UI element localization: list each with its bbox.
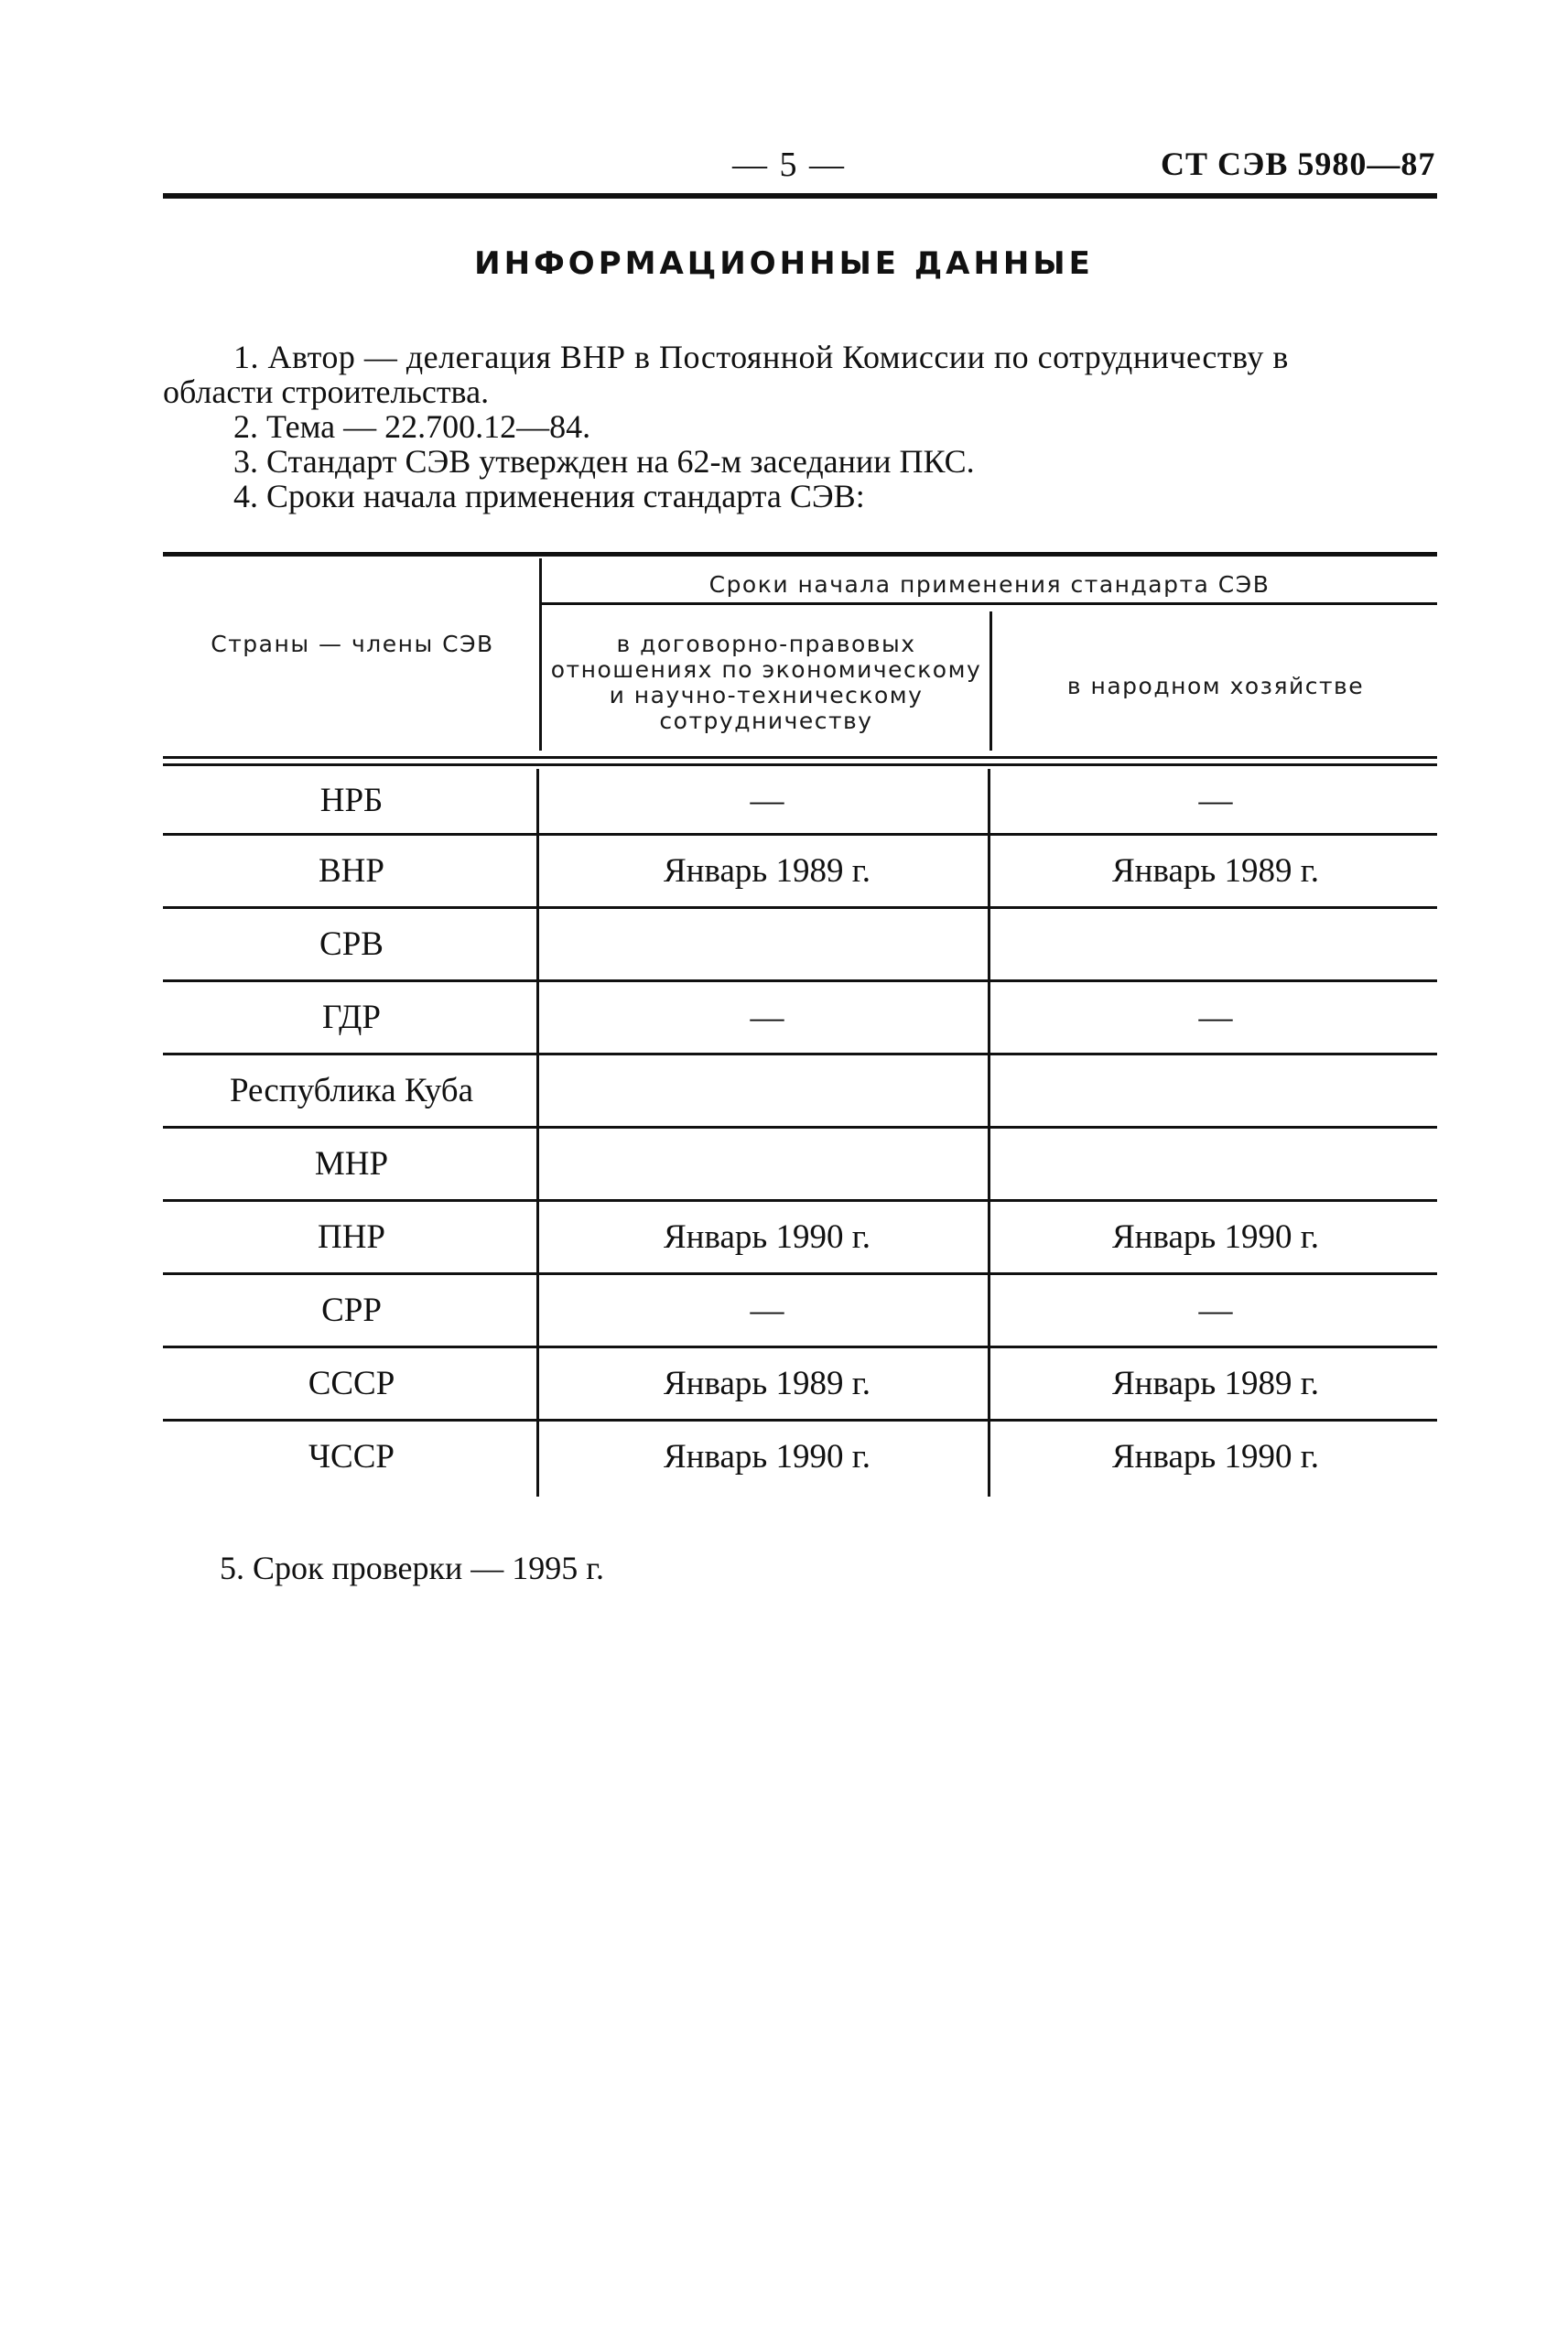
cell-country: ПНР <box>317 1218 386 1256</box>
cell-contract: Январь 1989 г. <box>663 852 871 890</box>
document-code: СТ СЭВ 5980—87 <box>1161 146 1436 182</box>
cell-contract: Январь 1990 г. <box>663 1438 871 1476</box>
header-group: Сроки начала применения стандарта СЭВ <box>708 571 1271 598</box>
cell-country: СРР <box>321 1292 382 1329</box>
header-divider-columns <box>989 611 992 751</box>
cell-country: ВНР <box>319 852 384 890</box>
cell-contract: — <box>750 1292 784 1329</box>
cell-economy: Январь 1990 г. <box>1111 1438 1319 1476</box>
cell-contract: Январь 1990 г. <box>663 1218 871 1256</box>
header-bottom-rule-1 <box>163 756 1437 759</box>
cell-contract: — <box>750 999 784 1036</box>
cell-contract: Январь 1989 г. <box>663 1365 871 1402</box>
cell-economy: Январь 1990 г. <box>1111 1218 1319 1256</box>
item-2: 2. Тема — 22.700.12—84. <box>233 408 591 445</box>
cell-contract: — <box>750 782 784 819</box>
cell-country: ГДР <box>322 999 381 1036</box>
cell-economy: Январь 1989 г. <box>1111 1365 1319 1402</box>
cell-economy: — <box>1198 782 1233 819</box>
cell-contract <box>544 908 990 981</box>
item-3: 3. Стандарт СЭВ утвержден на 62-м заседании ПКС. <box>233 443 975 480</box>
cell-contract <box>544 1128 990 1201</box>
group-header-rule <box>542 602 1437 605</box>
header-country: Страны — члены СЭВ <box>211 631 494 657</box>
cell-economy <box>994 1054 1437 1128</box>
header-economy: в народном хозяйстве <box>1066 673 1365 699</box>
cell-economy: — <box>1198 1292 1233 1329</box>
item-1-line-2: области строительства. <box>163 373 490 410</box>
header-rule <box>163 193 1437 199</box>
cell-economy <box>994 908 1437 981</box>
cell-country: ЧССР <box>308 1438 395 1476</box>
cell-economy <box>994 1128 1437 1201</box>
cell-country: Республика Куба <box>229 1072 474 1109</box>
item-4: 4. Сроки начала применения стандарта СЭВ: <box>233 478 865 514</box>
item-5: 5. Срок проверки — 1995 г. <box>220 1550 604 1586</box>
cell-country: СРВ <box>319 925 384 963</box>
table-top-rule <box>163 552 1437 557</box>
item-1-line-1: 1. Автор — делегация ВНР в Постоянной Комиссии по сотрудничеству в <box>233 339 1289 375</box>
cell-economy: Январь 1989 г. <box>1111 852 1319 890</box>
cell-economy: — <box>1198 999 1233 1036</box>
cell-country: СССР <box>308 1365 395 1402</box>
page-number: — 5 — <box>732 146 846 184</box>
page-title: ИНФОРМАЦИОННЫЕ ДАННЫЕ <box>474 245 1094 282</box>
cell-country: НРБ <box>319 782 384 819</box>
header-contract: в договорно-правовых отношениях по экономическому и научно-техническому сотрудничеству <box>550 631 982 734</box>
cell-country: МНР <box>314 1145 389 1183</box>
cell-contract <box>544 1054 990 1128</box>
